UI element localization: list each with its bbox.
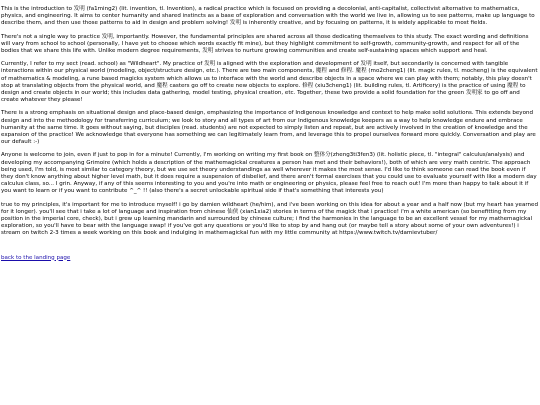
- about-me-paragraph: true to my principles, it's important for me to introduce myself! i go by damien wildheart (he/him), and i've been working on this idea for about a year and a half now (but my heart has yearned for it longer). you'll see that i take a lot of language and inspiration from chinese 仙侠 (xian1xia2) stories in terms of the magick that i practice! i'm a white american (so benefitting from my position in the imperial core, check), but i grew up learning mandarin and surrounded by chinese culture; i find the harmonies in the language to be an excellent vessel for my mathemagickal exploration, so you'll have to bear with the language swap! if you've got any questions or you'd like to stop by and hang out (or maybe tell a story about some of your own adventures!) i stream on twitch 2-3 times a week working on this book and indulging in mathemagickal fun with my little community at https://www.twitch.tv/damievtuber/: [1, 201, 538, 237]
- wildheart-paragraph: Currently, I refer to my sect (read. school) as "Wildheart". My practice of 发明 is aligned with the exploration and development of 发明 itself, but secondarily is concerned with tangible interactions within our physical world (modeling, object/structure design, etc.). There are two main components, 魔程 and 修程. 魔程 (mo2cheng1) (lit. magic rules, tl. mocheng) is the equivalent of mathematics & modeling, a rune based magicks system which allows us to interface with the world and describe objects in a space where we can play with them; notably, this play doesn't stop at translating objects from the physical world, and 魔程 casters go off to create new objects to explore. 修程 (xiu3cheng1) (lit. building rules, tl. Artificery) is the practice of using 魔程 to design and create objects in our world; this includes data gathering, model testing, physical creation, etc. Together, these two provide a solid foundation for the green 发明家 to go off and create whatever they please!: [1, 61, 538, 104]
- back-to-landing-link[interactable]: back to the landing page: [1, 254, 71, 261]
- design-paragraph: There is a strong emphasis on situational design and place-based design, emphasizing the importance of Indigenous knowledge and context to help make solid solutions. This extends beyond design and into the methodology for transferring curriculum; we look to story and all types of art from our Indigenous knowledge keepers as a way to help knowledge endure and embrace humanity at the same time. It goes without saying, but disciples (read. students) are not expected to simply listen and repeat, but are actively involved in the creation of knowledge and the expansion of the practice! We acknowledge that everyone has something we can legitimately learn from, and leverage this to propel ourselves forward more quickly. Conversation and play are our default :-): [1, 110, 536, 146]
- intro-paragraph: This is the introduction to 发明 (fa1ming2) (lit. invention, tl. Invention), a radical practice which is focused on providing a decolonial, anti-capitalist, collectivist alternative to mathematics, physics, and engineering. It aims to center humanity and shared instincts as a base of exploration and conversation with the world we live in, allowing us to see patterns, make up language to describe them, and then use those patterns to aid in design and problem solving! 发明 is inherently creative, and by focusing on patterns, it is widely applicable to most fields.: [1, 6, 535, 27]
- join-paragraph: Anyone is welcome to join, even if just to pop in for a minute! Currently, I'm working on writing my first book on 整体分(zheng3ti3fen3) (lit. holistic piece, tl. "integral" calculus/analysis) and developing my accompanying Grimoire (which holds a description of the mathemagickal creatures a person has met and their behaviors!), both of which are very math centric. The approach being used, I'm told, is most similar to category theory, but we use set theory understandings as well wherever it makes the most sense. I'd like to think someone can read the book even if they don't know anything about higher level math, but it does require a suspension of disbelief, and there aren't formal exercises that you could use to evaluate yourself with like a modern day calculus class, so... I grin. Anyway, if any of this seems interesting to you and you're into math or engineering or physics, please feel free to reach out! I'm more than happy to talk about it if you want to learn or if you want to contribute ^_^ !! (also there's a secret unlockable spiritual side if that's something that interests you): [1, 152, 537, 195]
- principles-paragraph: There's not a single way to practice 发明, importantly. However, the fundamental principles are shared across all those dedicating themselves to this study. The exact wording and definitions will vary from school to school (personally, I have yet to choose which words exactly fit mine), but they highlight commitment to self-growth, community-growth, and respect for all of the bodies that we share this life with. Unlike modern degree requirements, 发明 strives to nurture growing communities and create self-sustaining spaces which support and heal.: [1, 33, 529, 54]
